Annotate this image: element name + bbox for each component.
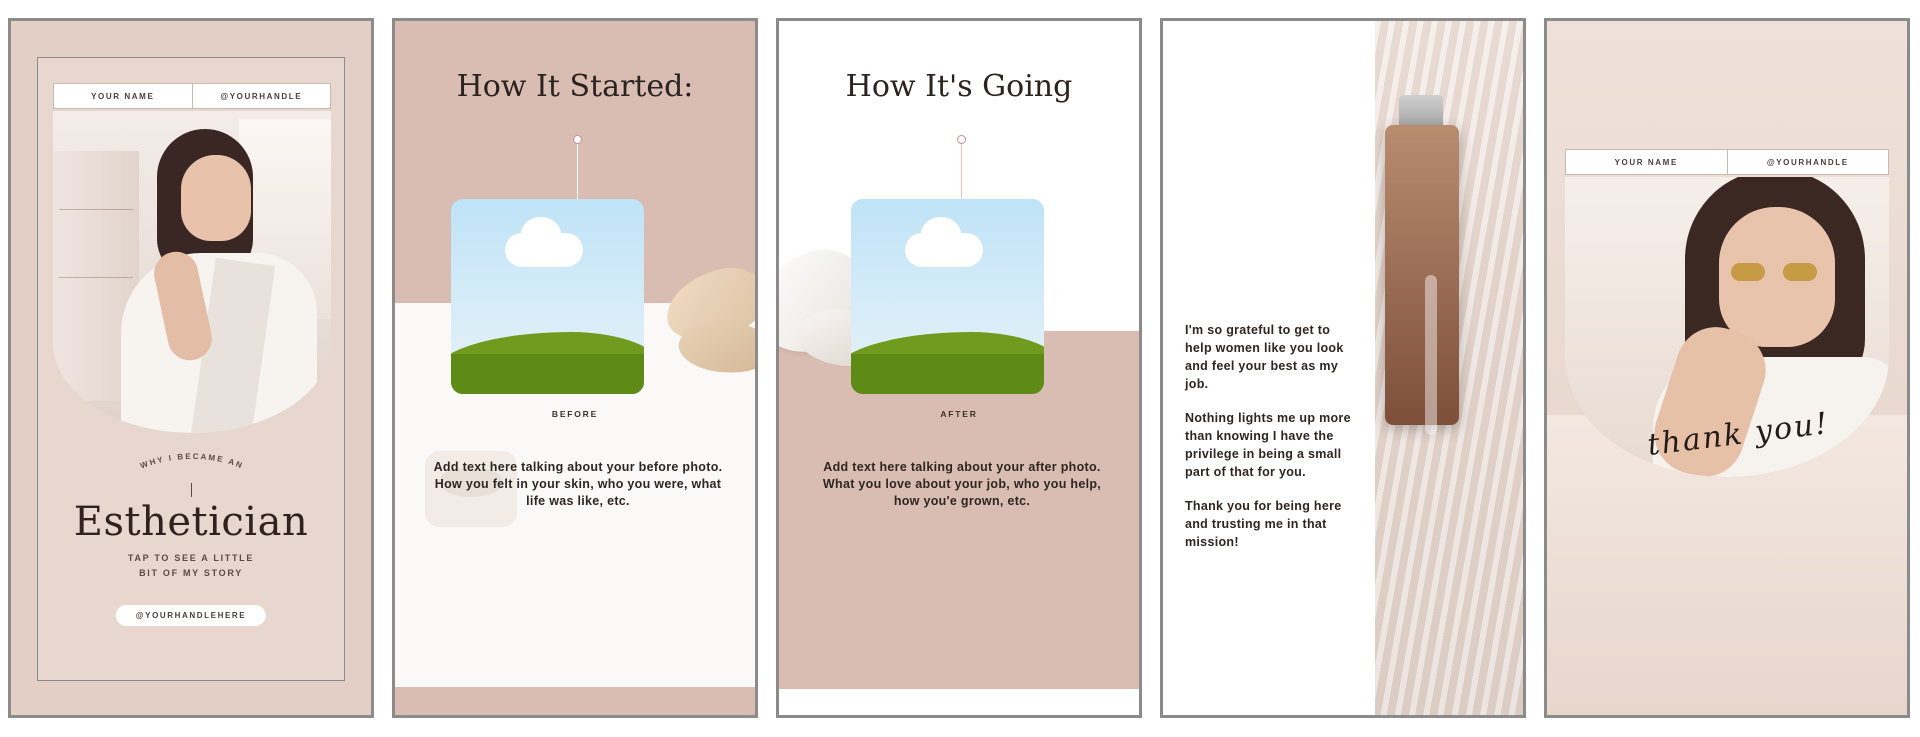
story-2-footer-band <box>395 687 755 715</box>
story-3-pin-string <box>961 144 962 199</box>
story-1-title: Esthetician <box>73 499 309 545</box>
story-card-5[interactable] <box>1544 18 1910 718</box>
story-card-2[interactable] <box>392 18 758 718</box>
story-2-pin-string <box>577 144 578 199</box>
story-1-your-handle: @YOURHANDLE <box>220 91 303 101</box>
story-5-your-name: YOUR NAME <box>1566 150 1728 174</box>
photo-eye-patch-right <box>1783 263 1817 281</box>
story-1-handle-pill[interactable]: @YOURHANDLEHERE <box>116 605 266 626</box>
arc-text-svg <box>107 445 277 493</box>
story-card-1[interactable] <box>8 18 374 718</box>
story-3-footer-band <box>779 689 1139 715</box>
story-1-name-bar <box>53 83 331 109</box>
story-1-subtitle-line-1: TAP TO SEE A LITTLE <box>127 553 255 563</box>
story-4-paragraph-1: I'm so grateful to get to help women like you look and feel your best as my job. <box>1185 323 1344 391</box>
story-3-body-text[interactable]: Add text here talking about your after photo. What you love about your job, who you help, how you'e grown, etc. <box>822 460 1102 508</box>
story-3-after-photo-placeholder[interactable] <box>851 199 1044 394</box>
story-2-body-text[interactable]: Add text here talking about your before photo. How you felt in your skin, who you were, what life was like, etc. <box>433 460 723 508</box>
placeholder-cloud-icon <box>905 233 983 267</box>
story-1-divider-tick <box>191 483 192 497</box>
story-2-title: How It Started: <box>456 69 694 104</box>
story-4-message-block[interactable] <box>1185 321 1357 567</box>
photo-model-face <box>181 155 251 241</box>
story-5-your-handle: @YOURHANDLE <box>1766 157 1849 167</box>
story-5-name-bar <box>1565 149 1889 175</box>
story-1-your-name: YOUR NAME <box>54 84 193 108</box>
story-4-paragraph-3: Thank you for being here and trusting me in that mission! <box>1185 499 1342 549</box>
placeholder-cloud-icon <box>505 233 583 267</box>
photo-eye-patch-left <box>1731 263 1765 281</box>
story-3-photo-caption: AFTER <box>940 409 978 419</box>
story-1-arc-text: WHY I BECAME AN <box>138 451 246 471</box>
svg-text:WHY I BECAME AN <box>139 452 245 471</box>
story-card-3[interactable] <box>776 18 1142 718</box>
story-1-subtitle <box>11 551 371 581</box>
story-1-portrait-photo <box>53 111 331 433</box>
story-3-pin-icon <box>957 135 966 144</box>
placeholder-hill-foreground <box>451 354 644 394</box>
story-3-title: How It's Going <box>845 69 1073 104</box>
story-card-4[interactable] <box>1160 18 1526 718</box>
photo-serum-bottle <box>1385 125 1459 425</box>
photo-dropper <box>1425 275 1437 435</box>
story-2-photo-caption: BEFORE <box>551 409 599 419</box>
story-2-before-photo-placeholder[interactable] <box>451 199 644 394</box>
story-4-product-photo <box>1375 21 1523 715</box>
story-5-script-thank-you: thank you! <box>1645 405 1832 464</box>
story-1-arc-label <box>107 445 277 493</box>
story-2-pin-icon <box>573 135 582 144</box>
placeholder-hill-foreground <box>851 354 1044 394</box>
story-4-paragraph-2: Nothing lights me up more than knowing I have the privilege in being a small part of that for you. <box>1185 411 1351 479</box>
story-1-subtitle-line-2: BIT OF MY STORY <box>139 568 243 578</box>
